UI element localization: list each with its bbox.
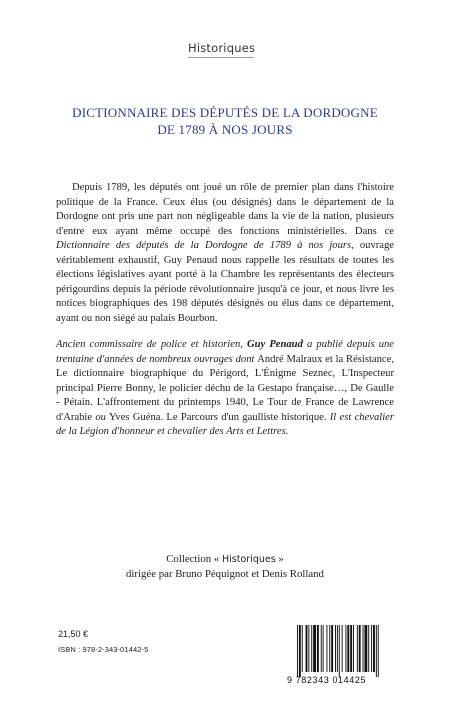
book-title-line-2: DE 1789 À NOS JOURS — [157, 122, 293, 137]
synopsis-text-part-2: , ouvrage véritablement exhaustif, Guy Penaud nous rappelle les résultats de toutes les élections législatives ayant porté à la Chambre les représentants des électeurs périgourdins depuis la période révolutionnaire jusqu'à ce jour, et nous livre les notices biographiques des 198 députés désignés ou élus dans ce département, ayant ou non siégé au palais Bourbon. — [56, 240, 395, 324]
collection-line — [40, 552, 410, 567]
collection-info — [40, 552, 410, 582]
synopsis-paragraph — [56, 181, 394, 326]
book-title-line-1: DICTIONNAIRE DES DÉPUTÉS DE LA DORDOGNE — [72, 105, 378, 120]
bio-works: André Malraux et la Résistance, Le dictionnaire biographique du Périgord, L'Énigme Seznec, L'Inspecteur principal Pierre Bonny, le policier déchu de la Gestapo française…, De Gaulle - Pétain. L'affrontement du printemps 1940, Le Tour de France de Lawrence d'Arabie — [56, 353, 394, 423]
bio-distinction: Il est chevalier de la Légion d'honneur et chevalier des Arts et Lettres. — [56, 411, 395, 438]
collection-name: Historiques — [222, 554, 276, 565]
collection-suffix: » — [275, 553, 284, 565]
price: 21,50 € — [58, 629, 89, 639]
synopsis-book-title: Dictionnaire des députés de la Dordogne de 1789 à nos jours — [56, 240, 352, 252]
isbn: ISBN : 978-2-343-01442-5 — [58, 645, 149, 654]
barcode-number: 9 782343 014425 — [287, 675, 367, 685]
bio-or: ou — [95, 411, 106, 423]
bio-published: a publié depuis une trentaine d'années de nombreux ouvrages dont — [56, 339, 394, 365]
book-title — [40, 104, 410, 138]
bio-author-name: Guy Penaud — [246, 339, 303, 350]
collection-tag: Historiques — [188, 41, 256, 55]
synopsis-text-part-1: Depuis 1789, les députés ont joué un rôle de premier plan dans l'histoire politique de la France. Ceux élus (ou désignés) dans le département de la Dordogne ont pris une part non négligeable dans la vie de la nation, plusieurs d'entre eux ayant même occupé des fonctions ministérielles. Dans ce — [56, 182, 394, 237]
bio-works-2: Yves Guéna. Le Parcours d'un gaulliste historique. — [105, 411, 330, 423]
bio-intro: Ancien commissaire de police et historien, — [56, 339, 247, 350]
barcode-icon — [295, 625, 411, 677]
collection-directors: dirigée par Bruno Péquignot et Denis Rolland — [126, 568, 324, 580]
author-bio-paragraph — [56, 338, 394, 440]
collection-tag-underline — [188, 57, 254, 58]
collection-prefix: Collection « — [166, 553, 222, 565]
